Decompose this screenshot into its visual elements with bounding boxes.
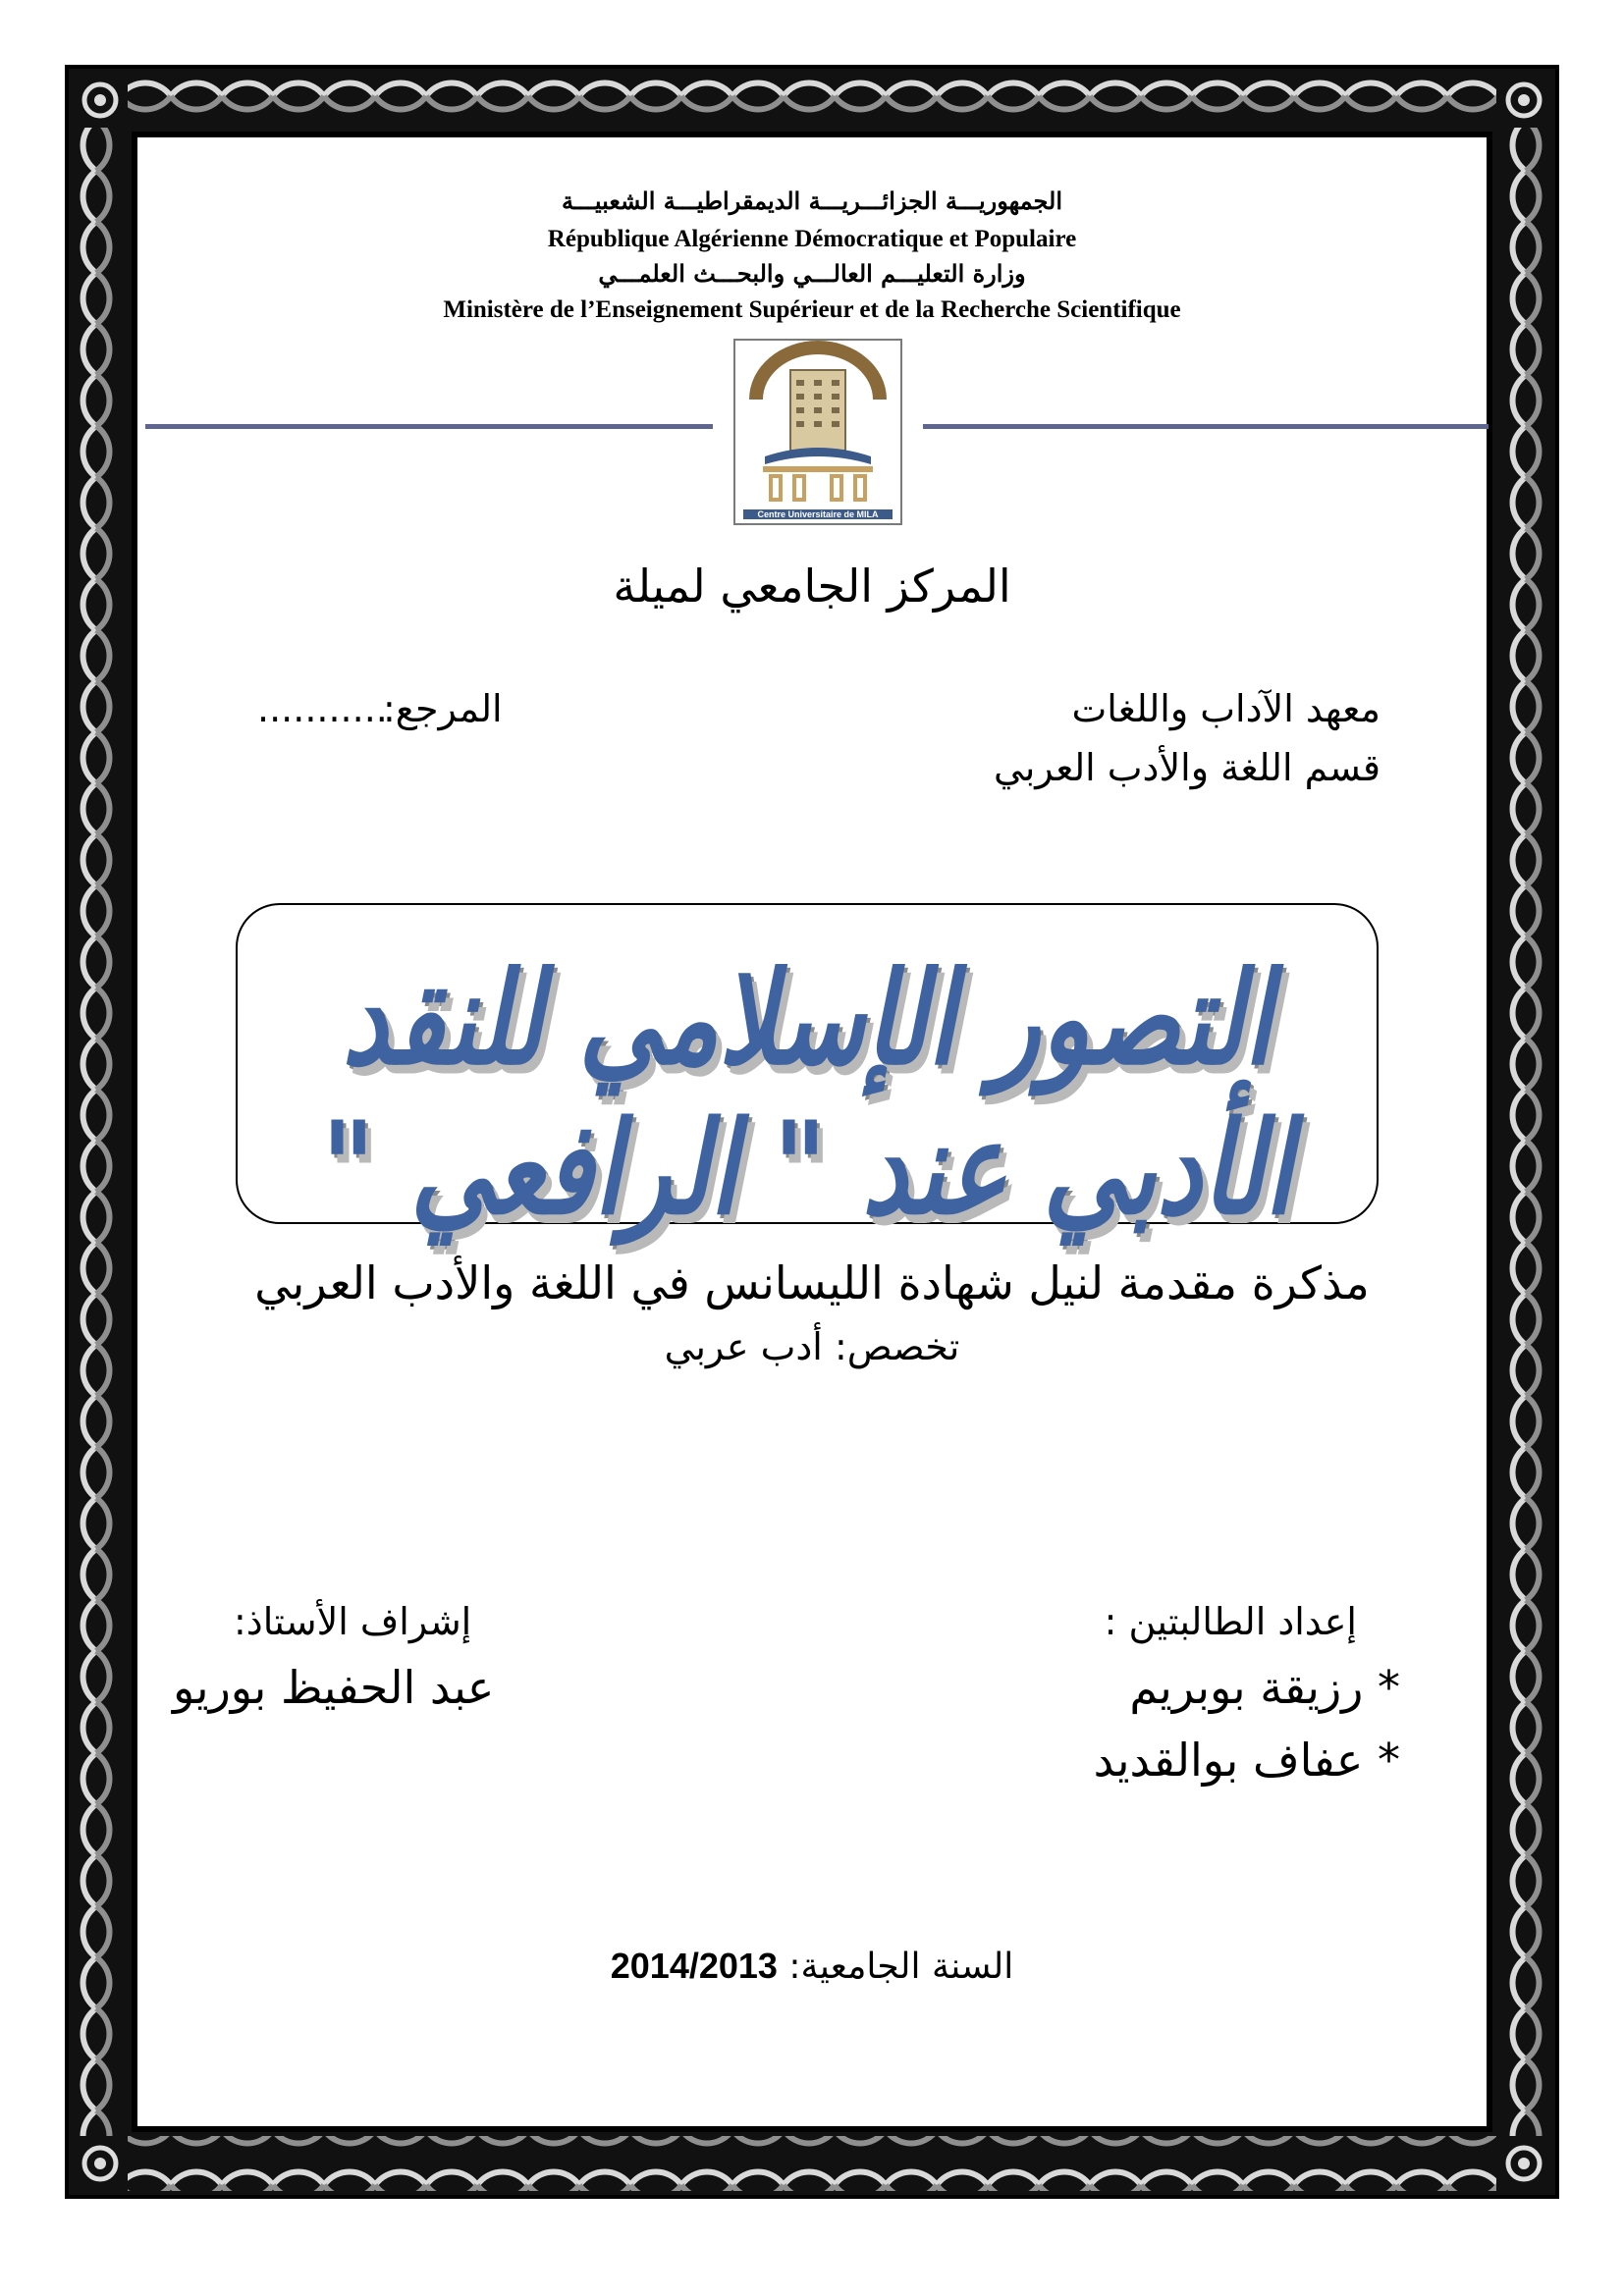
student-name-2: * عفاف بوالقديد (1093, 1734, 1400, 1787)
title-box (236, 903, 1379, 1244)
academic-year (0, 1946, 1624, 1987)
reference-label: المرجع: (383, 687, 503, 730)
logo-caption: Centre Universitaire de MILA (743, 509, 893, 519)
university-building-icon (735, 341, 900, 523)
republic-french: République Algérienne Démocratique et Populaire (547, 226, 1077, 252)
republic-arabic: الجمهوريـــة الجزائـــريـــة الديمقراطيـــة الشعبيـــة (561, 187, 1063, 215)
center-name: المركز الجامعي لميلة (613, 560, 1011, 613)
thesis-title: التصور الإسلامي للنقد الأدبي عند " الرافعي " (321, 943, 1293, 1244)
reference-value: ........... (257, 687, 388, 730)
institute-name: معهد الآداب واللغات (1071, 687, 1380, 730)
supervisor-label: إشراف الأستاذ: (234, 1600, 472, 1643)
ministry-arabic: وزارة التعليـــم العالـــي والبحـــث العلمـــي (598, 259, 1026, 288)
supervisor-name: عبد الحفيظ بوريو (173, 1661, 495, 1714)
header-rule-left (145, 424, 713, 429)
academic-year-label: السنة الجامعية: (788, 1947, 1014, 1987)
student-name-1: * رزيقة بوبريم (1129, 1661, 1400, 1714)
thesis-subtitle: مذكرة مقدمة لنيل شهادة الليسانس في اللغة والأدب العربي (254, 1256, 1370, 1309)
academic-year-value: 2014/2013 (610, 1946, 778, 1986)
header-rule-right (923, 424, 1489, 429)
students-label: إعداد الطالبتين : (1104, 1600, 1357, 1643)
ministry-french: Ministère de l’Enseignement Supérieur et de la Recherche Scientifique (443, 296, 1181, 323)
department-name: قسم اللغة والأدب العربي (994, 746, 1380, 789)
specialty: تخصص: أدب عربي (664, 1325, 960, 1368)
university-logo (733, 339, 902, 525)
